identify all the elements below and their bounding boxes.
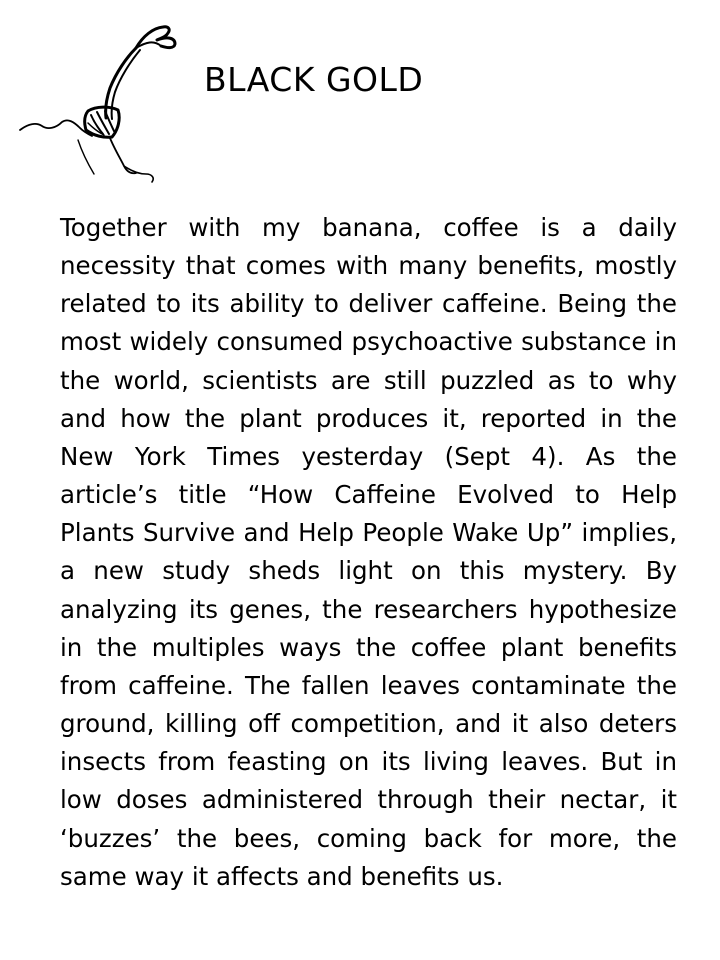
coffee-plant-sprout-icon [18,18,188,186]
article-body: Together with my banana, coffee is a daily necessity that comes with many benefits, mostly related to its ability to deliver caffeine. Being the most widely consumed psychoactive substance in the world, scientists are still puzzled as to why and how the plant produces it, reported in the New York Times yesterday (Sept 4). As the article’s title “How Caffeine Evolved to Help Plants Survive and Help People Wake Up” implies, a new study sheds light on this mystery. By analyzing its genes, the researchers hypothesize in the multiples ways the coffee plant benefits from caffeine. The fallen leaves contaminate the ground, killing off competition, and it also deters insects from feasting on its living leaves. But in low doses administered through their nectar, it ‘buzzes’ the bees, coming back for more, the same way it affects and benefits us. [60,213,677,891]
document-title: BLACK GOLD [204,60,424,99]
